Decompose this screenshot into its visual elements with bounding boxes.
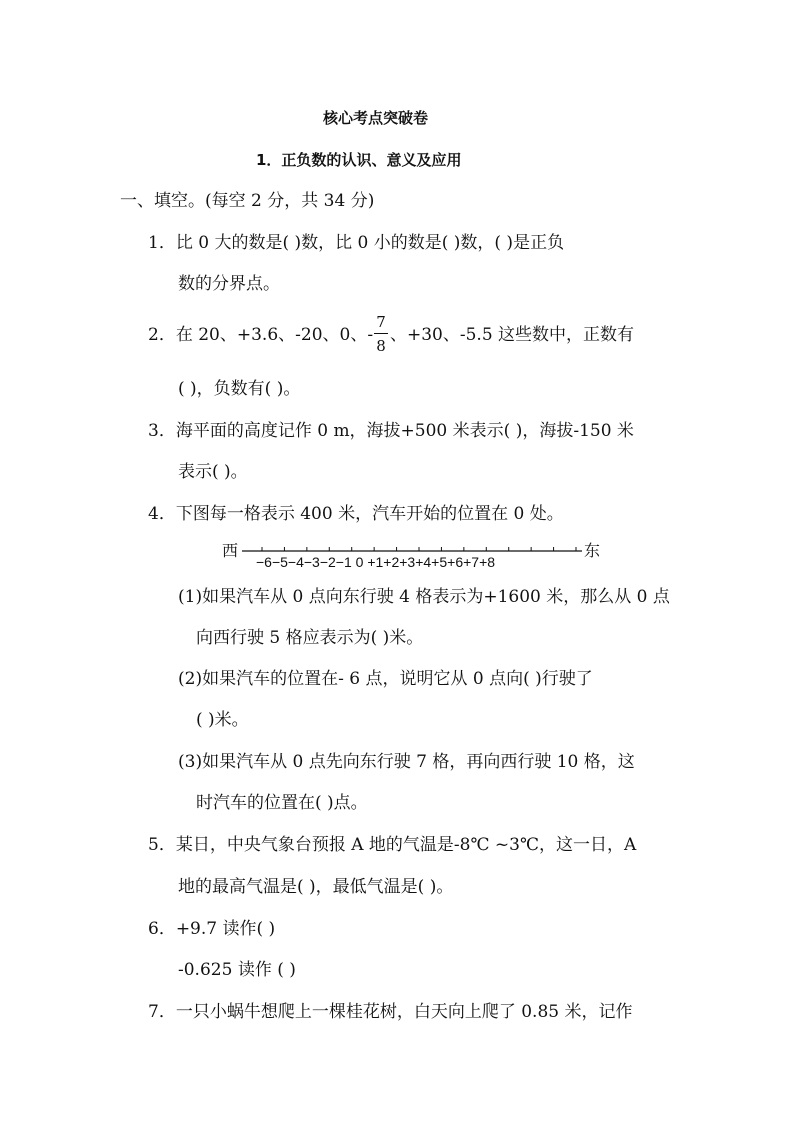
east-label: 东 — [584, 543, 601, 560]
question-1-line-1: 1．比 0 大的数是( )数，比 0 小的数是( )数，( )是正负 — [148, 233, 565, 253]
question-6-line-2: -0.625 读作 ( ) — [178, 960, 296, 980]
question-2-line-2: ( )，负数有( )。 — [178, 379, 301, 399]
question-4-sub-3-line-2: 时汽车的位置在( )点。 — [196, 793, 368, 813]
section-heading: 一、填空。(每空 2 分，共 34 分) — [120, 191, 375, 211]
question-6-line-1: 6．+9.7 读作( ) — [148, 919, 276, 939]
fraction-denominator: 8 — [376, 337, 386, 355]
west-label: 西 — [222, 543, 239, 560]
question-1-line-2: 数的分界点。 — [178, 274, 280, 294]
question-2-line-1a: 2．在 20、+3.6、-20、0、- — [148, 325, 374, 345]
number-line — [220, 538, 620, 574]
question-4-sub-2-line-1: (2)如果汽车的位置在- 6 点，说明它从 0 点向( )行驶了 — [178, 669, 593, 689]
question-4-line-1: 4．下图每一格表示 400 米，汽车开始的位置在 0 处。 — [148, 504, 564, 524]
question-4-sub-1-line-1: (1)如果汽车从 0 点向东行驶 4 格表示为+1600 米，那么从 0 点 — [178, 587, 670, 607]
question-4-sub-1-line-2: 向西行驶 5 格应表示为( )米。 — [196, 628, 424, 648]
question-2-line-1b: 、+30、-5.5 这些数中，正数有 — [390, 325, 635, 345]
question-5-line-1: 5．某日，中央气象台预报 A 地的气温是-8℃ ~3℃，这一日，A — [148, 835, 637, 855]
question-3-line-2: 表示( )。 — [178, 462, 248, 482]
fraction-bar — [374, 333, 388, 334]
fraction-numerator: 7 — [376, 313, 386, 331]
question-7-line-1: 7．一只小蜗牛想爬上一棵桂花树，白天向上爬了 0.85 米，记作 — [148, 1002, 633, 1022]
page-title: 核心考点突破卷 — [323, 109, 429, 127]
question-3-line-1: 3．海平面的高度记作 0 m，海拔+500 米表示( )，海拔-150 米 — [148, 421, 634, 441]
question-5-line-2: 地的最高气温是( )，最低气温是( )。 — [178, 877, 454, 897]
page-subtitle: 1．正负数的认识、意义及应用 — [256, 151, 462, 169]
number-line-labels: −6−5−4−3−2−1 0 +1+2+3+4+5+6+7+8 — [256, 554, 496, 570]
question-4-sub-2-line-2: ( )米。 — [196, 710, 249, 730]
question-4-sub-3-line-1: (3)如果汽车从 0 点先向东行驶 7 格，再向西行驶 10 格，这 — [178, 752, 635, 772]
